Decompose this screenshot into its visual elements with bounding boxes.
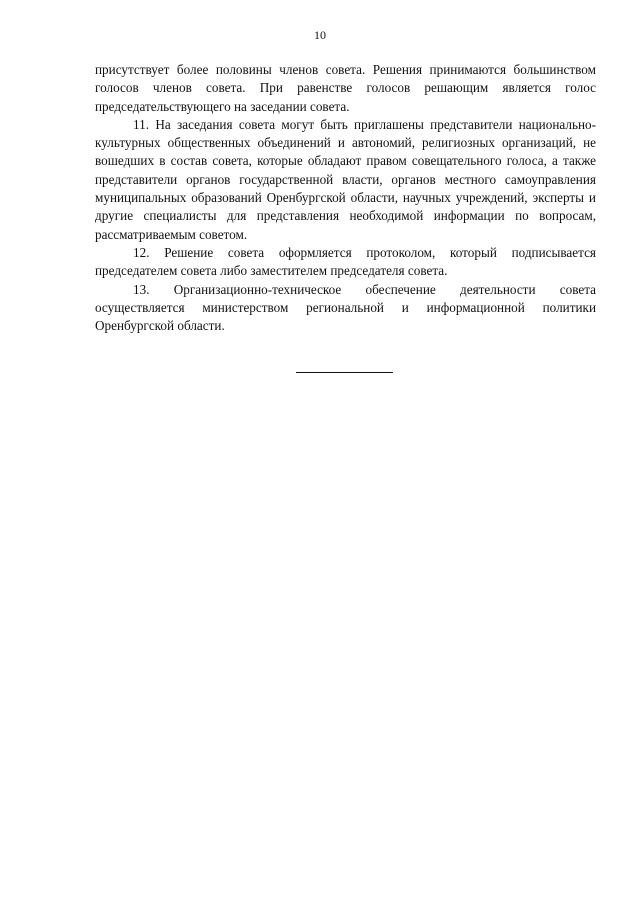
page-number: 10 — [314, 28, 326, 42]
paragraph-item-11: 11. На заседания совета могут быть приглашены представители национально-культурных общественных объединений и автономий, религиозных организаций, не вошедших в состав совета, которые обладают правом совещательного голоса, а также представители органов государственной власти, органов местного самоуправления муниципальных образований Оренбургской области, научных учреждений, эксперты и другие специалисты для представления необходимой информации по вопросам, рассматриваемым советом. — [95, 116, 596, 242]
end-of-document-divider — [296, 372, 393, 373]
paragraph-continuation: присутствует более половины членов совета. Решения принимаются большинством голосов членов совета. При равенстве голосов решающим является голос председательствующего на заседании совета. — [95, 62, 596, 114]
paragraph-item-13: 13. Организационно-техническое обеспечение деятельности совета осуществляется министерством региональной и информационной политики Оренбургской области. — [95, 281, 596, 334]
paragraph-item-12: 12. Решение совета оформляется протоколом, который подписывается председателем совета либо заместителем председателя совета. — [95, 244, 596, 279]
document-body — [95, 61, 596, 335]
